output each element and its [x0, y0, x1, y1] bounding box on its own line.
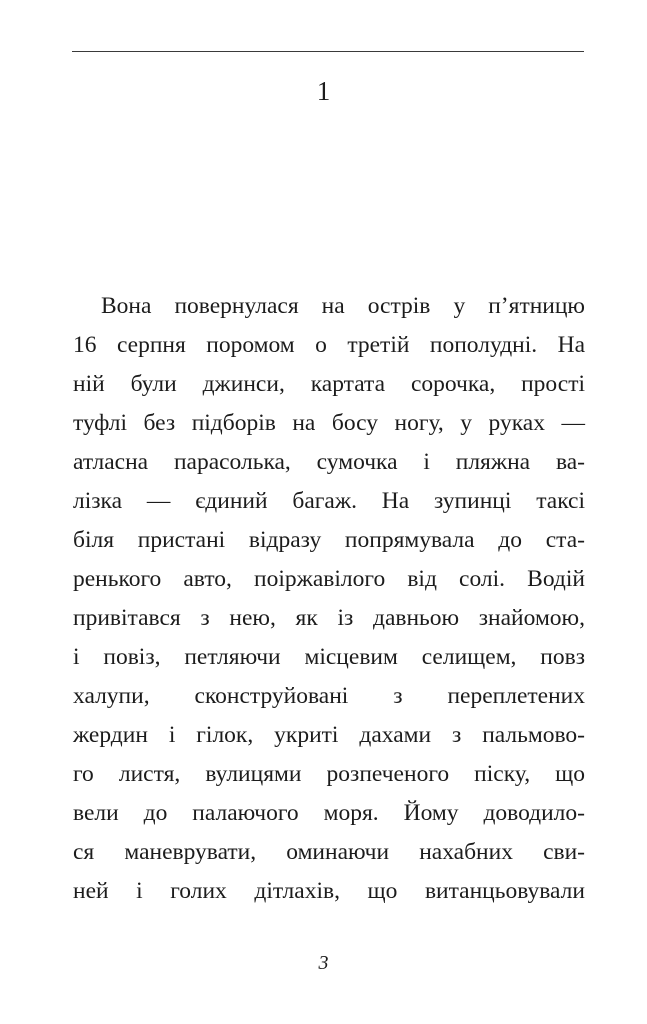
text-line: ній були джинси, картата сорочка, прості	[73, 371, 585, 397]
chapter-number: 1	[316, 76, 331, 106]
text-line: Вона повернулася на острів у п’ятницю	[101, 293, 585, 319]
text-line: біля пристані відразу попрямувала до ста-	[73, 527, 585, 553]
text-line: вели до палаючого моря. Йому доводило-	[73, 800, 585, 826]
text-line: ренького авто, поіржавілого від солі. Водій	[73, 566, 585, 592]
text-line: го листя, вулицями розпеченого піску, що	[73, 761, 585, 787]
top-rule	[72, 51, 584, 52]
text-line: ней і голих дітлахів, що витанцьовували	[73, 878, 585, 904]
text-line: туфлі без підборів на босу ногу, у руках —	[73, 410, 585, 436]
text-line: жердин і гілок, укриті дахами з пальмово-	[73, 722, 585, 748]
text-line: атласна парасолька, сумочка і пляжна ва-	[73, 449, 585, 475]
page-number: 3	[318, 952, 329, 974]
text-line: лізка — єдиний багаж. На зупинці таксі	[73, 488, 585, 514]
text-line: і повіз, петляючи місцевим селищем, повз	[73, 644, 585, 670]
text-line: ся маневрувати, оминаючи нахабних сви-	[73, 839, 585, 865]
text-line: привітався з нею, як із давньою знайомою,	[73, 605, 585, 631]
text-line: халупи, сконструйовані з переплетених	[73, 683, 585, 709]
paragraph	[73, 287, 585, 911]
text-line: 16 серпня поромом о третій пополудні. На	[73, 332, 585, 358]
